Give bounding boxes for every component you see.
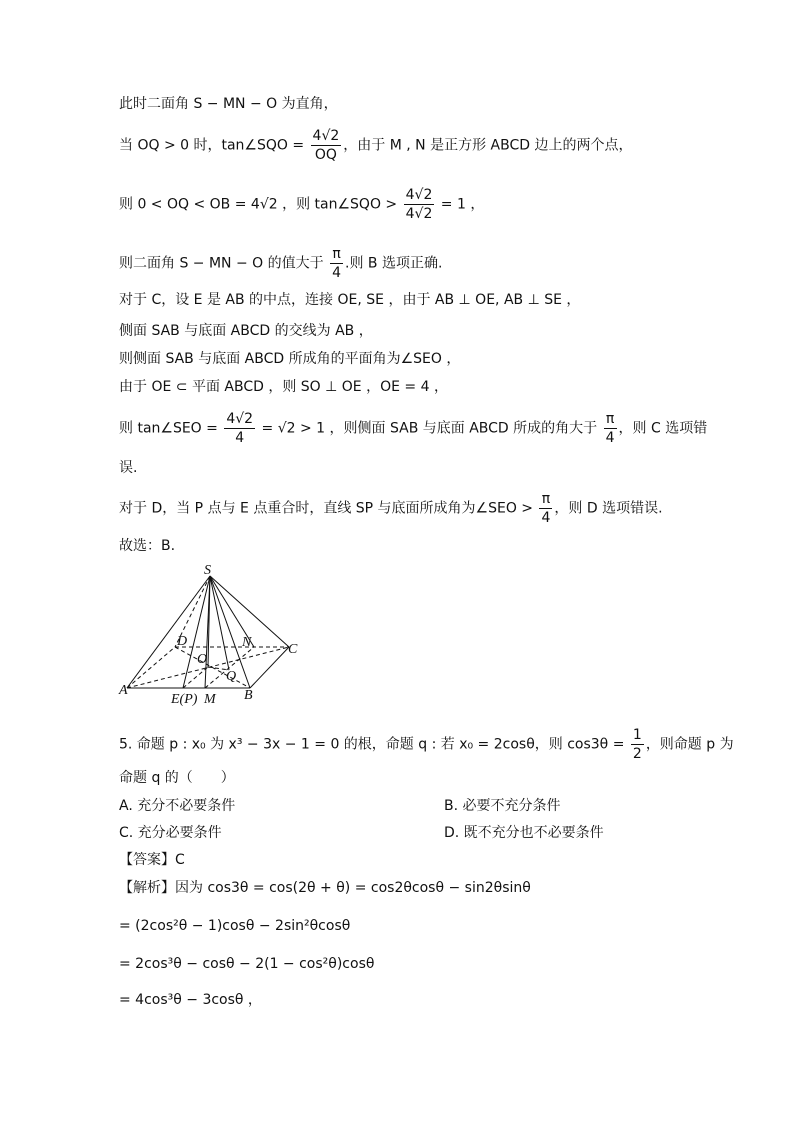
option-D: D. 既不充分也不必要条件 (444, 825, 604, 841)
fraction-denominator: OQ (314, 147, 337, 163)
line-8: 由于 OE ⊂ 平面 ABCD ，则 SO ⊥ OE ，OE = 4 ， (119, 379, 448, 395)
line-2-text-a: 当 OQ > 0 时，tan∠SQO = (119, 137, 309, 154)
solution-line-4: = 4cos³θ − 3cosθ ， (119, 992, 262, 1008)
solution-line-1: 【解析】因为 cos3θ = cos(2θ + θ) = cos2θcosθ − sin2θsinθ (119, 880, 531, 896)
line-9-text-c: ，则 C 选项错 (618, 420, 708, 437)
fraction-denominator: 2 (632, 746, 642, 762)
answer: 【答案】C (119, 852, 185, 868)
line-6: 侧面 SAB 与底面 ABCD 的交线为 AB ， (119, 323, 373, 339)
fraction-denominator: 4 (235, 430, 245, 446)
label-C: C (288, 642, 298, 657)
option-B: B. 必要不充分条件 (444, 798, 561, 814)
line-3 (119, 186, 484, 223)
fraction-denominator: 4√2 (405, 206, 433, 222)
fraction-numerator: π (539, 490, 552, 509)
line-2 (119, 127, 632, 164)
fraction-numerator: 4√2 (226, 411, 254, 427)
question-line-2: 命题 q 的（ ） (119, 770, 235, 786)
question-text-a: 5. 命题 p : x₀ 为 x³ − 3x − 1 = 0 的根，命题 q : 若 x₀ = 2cosθ，则 cos3θ = (119, 736, 629, 753)
line-12: 故选：B. (119, 538, 176, 554)
label-Q: Q (226, 669, 237, 684)
fraction (330, 245, 343, 282)
line-9-text-b: = √2 > 1 ，则侧面 SAB 与底面 ABCD 所成的角大于 (257, 420, 602, 437)
line-9 (119, 410, 707, 447)
pyramid-figure (115, 560, 315, 710)
fraction (631, 726, 644, 763)
label-N: N (242, 635, 252, 650)
edge-BC (250, 647, 289, 688)
fraction-denominator: 4 (541, 510, 551, 526)
fraction-denominator: 4 (332, 265, 341, 281)
solution-line-2: = (2cos²θ − 1)cosθ − 2sin²θcosθ (119, 918, 351, 934)
line-3-text-b: = 1 ， (436, 196, 485, 213)
line-5: 对于 C，设 E 是 AB 的中点，连接 OE, SE ，由于 AB ⊥ OE, AB ⊥ SE ， (119, 292, 581, 308)
line-11-text-a: 对于 D，当 P 点与 E 点重合时，直线 SP 与底面所成角为∠SEO > (119, 500, 538, 517)
line-2-text-b: ，由于 M , N 是正方形 ABCD 边上的两个点， (343, 137, 633, 154)
fraction-numerator: 4√2 (312, 128, 340, 144)
option-A: A. 充分不必要条件 (119, 798, 236, 814)
fraction (404, 186, 435, 223)
line-3-text-a: 则 0 < OQ < OB = 4√2 ，则 tan∠SQO > (119, 196, 402, 213)
fraction (311, 127, 342, 164)
fraction (224, 410, 255, 447)
label-D: D (177, 634, 188, 649)
line-4 (119, 245, 442, 282)
line-9-text-a: 则 tan∠SEO = (119, 420, 223, 437)
line-11 (119, 490, 663, 527)
fraction (539, 490, 552, 527)
solution-line-3: = 2cos³θ − cosθ − 2(1 − cos²θ)cosθ (119, 956, 375, 972)
label-O: O (197, 652, 208, 667)
option-C: C. 充分必要条件 (119, 825, 222, 841)
fraction (604, 410, 617, 447)
line-1: 此时二面角 S − MN − O 为直角， (119, 96, 338, 112)
question-text-b: ，则命题 p 为 (645, 736, 734, 753)
fraction-denominator: 4 (605, 430, 615, 446)
line-4-text-b: .则 B 选项正确. (345, 255, 443, 272)
line-4-text-a: 则二面角 S − MN − O 的值大于 (119, 255, 329, 272)
label-A: A (119, 683, 128, 698)
label-B: B (244, 688, 253, 703)
edge-SA (127, 576, 210, 688)
label-E-P: E(P) (171, 692, 198, 707)
line-11-text-b: ，则 D 选项错误. (554, 500, 663, 517)
fraction-numerator: 4√2 (405, 187, 433, 203)
line-10: 误. (119, 460, 138, 476)
fraction-numerator: π (604, 410, 617, 429)
question-line-1 (119, 726, 734, 763)
fraction-numerator: 1 (632, 727, 642, 743)
label-M: M (204, 692, 216, 707)
fraction-numerator: π (330, 245, 343, 264)
label-S: S (204, 563, 211, 578)
line-7: 则侧面 SAB 与底面 ABCD 所成角的平面角为∠SEO ， (119, 351, 461, 367)
